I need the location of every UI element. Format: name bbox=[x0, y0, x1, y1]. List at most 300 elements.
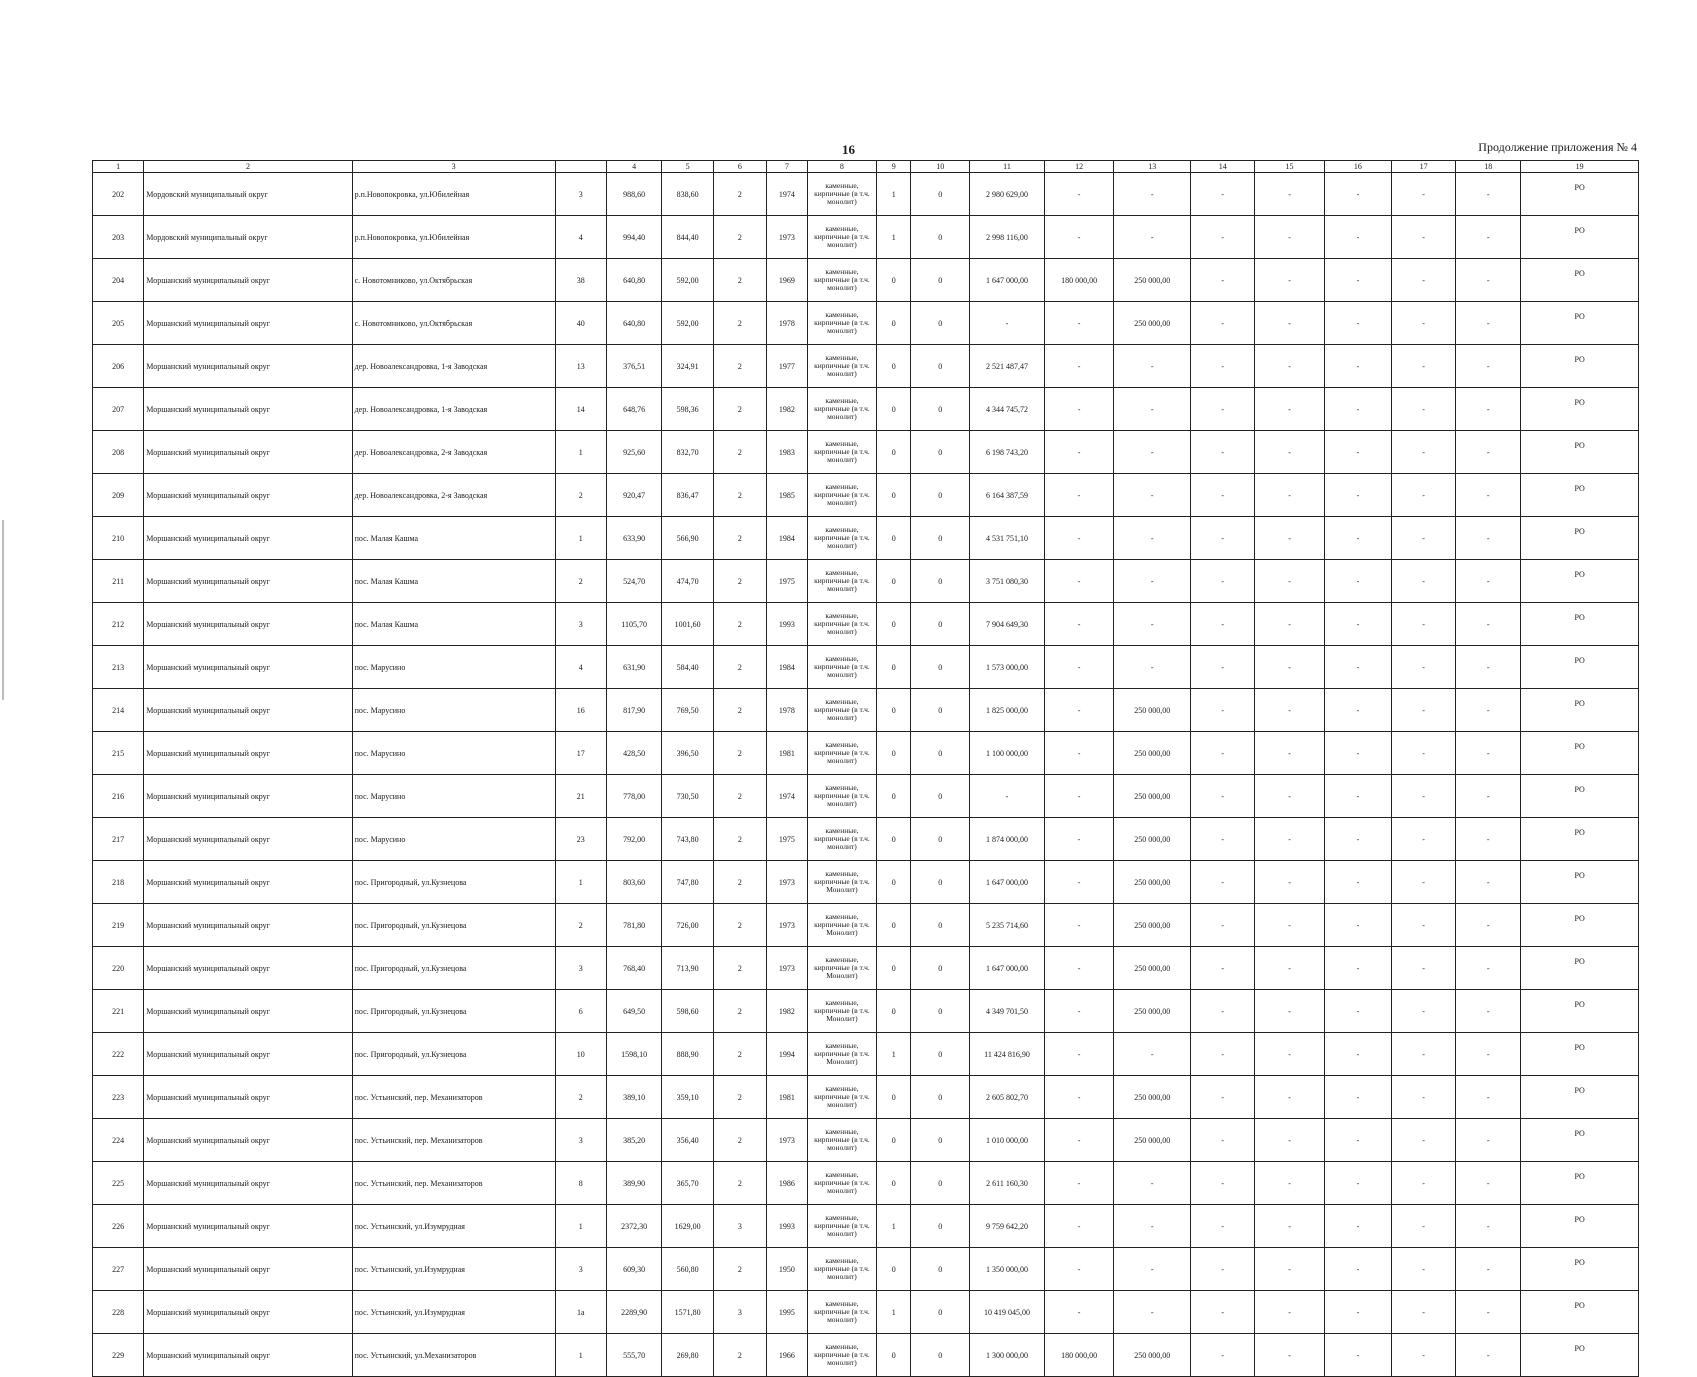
col-11-amount: 7 904 649,30 bbox=[970, 603, 1045, 646]
funding-method: РО bbox=[1521, 947, 1639, 990]
table-row bbox=[93, 1162, 1639, 1205]
floors: 3 bbox=[713, 1205, 766, 1248]
col-15-value: - bbox=[1255, 818, 1324, 861]
col-11-amount: 4 531 751,10 bbox=[970, 517, 1045, 560]
col-17-value: - bbox=[1392, 216, 1456, 259]
wall-material: каменные, кирпичные (в т.ч. монолит) bbox=[807, 388, 876, 431]
col-18-value: - bbox=[1456, 259, 1521, 302]
col-9-value: 0 bbox=[877, 818, 911, 861]
total-area: 988,60 bbox=[606, 173, 662, 216]
living-area: 598,60 bbox=[662, 990, 713, 1033]
col-15-value: - bbox=[1255, 603, 1324, 646]
col-10-value: 0 bbox=[911, 947, 970, 990]
table-row bbox=[93, 431, 1639, 474]
col-15-value: - bbox=[1255, 904, 1324, 947]
col-14-value: - bbox=[1191, 216, 1255, 259]
col-17-value: - bbox=[1392, 1334, 1456, 1377]
col-11-amount: 3 751 080,30 bbox=[970, 560, 1045, 603]
col-12-amount: - bbox=[1044, 689, 1113, 732]
floors: 2 bbox=[713, 517, 766, 560]
total-area: 385,20 bbox=[606, 1119, 662, 1162]
col-14-value: - bbox=[1191, 1162, 1255, 1205]
col-18-value: - bbox=[1456, 345, 1521, 388]
row-number: 216 bbox=[93, 775, 144, 818]
wall-material: каменные, кирпичные (в т.ч. Монолит) bbox=[807, 990, 876, 1033]
district-name: Моршанский муниципальный округ bbox=[144, 732, 352, 775]
total-area: 376,51 bbox=[606, 345, 662, 388]
year-built: 1973 bbox=[767, 216, 808, 259]
address: пос. Устьинский, ул.Изумрудная bbox=[352, 1291, 555, 1334]
column-header-15: 15 bbox=[1255, 161, 1324, 173]
total-area: 389,90 bbox=[606, 1162, 662, 1205]
living-area: 474,70 bbox=[662, 560, 713, 603]
col-12-amount: - bbox=[1044, 646, 1113, 689]
col-9-value: 1 bbox=[877, 173, 911, 216]
total-area: 803,60 bbox=[606, 861, 662, 904]
col-11-amount: 6 164 387,59 bbox=[970, 474, 1045, 517]
table-row bbox=[93, 646, 1639, 689]
year-built: 1984 bbox=[767, 517, 808, 560]
col-11-amount: 2 980 629,00 bbox=[970, 173, 1045, 216]
col-18-value: - bbox=[1456, 388, 1521, 431]
address: пос. Малая Кашма bbox=[352, 560, 555, 603]
wall-material: каменные, кирпичные (в т.ч. монолит) bbox=[807, 1291, 876, 1334]
total-area: 2372,30 bbox=[606, 1205, 662, 1248]
col-9-value: 0 bbox=[877, 474, 911, 517]
house-number: 1 bbox=[555, 1334, 606, 1377]
col-13-amount: - bbox=[1114, 646, 1191, 689]
house-number: 3 bbox=[555, 947, 606, 990]
col-18-value: - bbox=[1456, 947, 1521, 990]
living-area: 365,70 bbox=[662, 1162, 713, 1205]
col-9-value: 0 bbox=[877, 259, 911, 302]
col-16-value: - bbox=[1324, 904, 1391, 947]
col-12-amount: - bbox=[1044, 818, 1113, 861]
page-number: 16 bbox=[842, 142, 855, 157]
col-11-amount: 5 235 714,60 bbox=[970, 904, 1045, 947]
col-16-value: - bbox=[1324, 259, 1391, 302]
house-number: 21 bbox=[555, 775, 606, 818]
col-11-amount: 10 419 045,00 bbox=[970, 1291, 1045, 1334]
col-10-value: 0 bbox=[911, 1205, 970, 1248]
col-11-amount: 1 825 000,00 bbox=[970, 689, 1045, 732]
col-10-value: 0 bbox=[911, 560, 970, 603]
address: пос. Устьинский, пер. Механизаторов bbox=[352, 1076, 555, 1119]
address: пос. Марусино bbox=[352, 775, 555, 818]
wall-material: каменные, кирпичные (в т.ч. монолит) bbox=[807, 732, 876, 775]
wall-material: каменные, кирпичные (в т.ч. монолит) bbox=[807, 1248, 876, 1291]
col-14-value: - bbox=[1191, 646, 1255, 689]
district-name: Моршанский муниципальный округ bbox=[144, 947, 352, 990]
col-14-value: - bbox=[1191, 861, 1255, 904]
col-9-value: 1 bbox=[877, 1205, 911, 1248]
floors: 2 bbox=[713, 732, 766, 775]
col-9-value: 0 bbox=[877, 1162, 911, 1205]
house-number: 6 bbox=[555, 990, 606, 1033]
col-18-value: - bbox=[1456, 1334, 1521, 1377]
district-name: Моршанский муниципальный округ bbox=[144, 990, 352, 1033]
col-14-value: - bbox=[1191, 990, 1255, 1033]
col-13-amount: - bbox=[1114, 345, 1191, 388]
col-16-value: - bbox=[1324, 474, 1391, 517]
year-built: 1975 bbox=[767, 560, 808, 603]
living-area: 743,80 bbox=[662, 818, 713, 861]
col-9-value: 1 bbox=[877, 1291, 911, 1334]
year-built: 1973 bbox=[767, 947, 808, 990]
district-name: Моршанский муниципальный округ bbox=[144, 646, 352, 689]
col-11-amount: 2 605 802,70 bbox=[970, 1076, 1045, 1119]
living-area: 269,80 bbox=[662, 1334, 713, 1377]
floors: 2 bbox=[713, 990, 766, 1033]
col-9-value: 0 bbox=[877, 560, 911, 603]
address: пос. Устьинский, пер. Механизаторов bbox=[352, 1119, 555, 1162]
column-header-5: 5 bbox=[662, 161, 713, 173]
living-area: 356,40 bbox=[662, 1119, 713, 1162]
col-15-value: - bbox=[1255, 259, 1324, 302]
column-header-3 bbox=[555, 161, 606, 173]
col-17-value: - bbox=[1392, 517, 1456, 560]
col-11-amount: 2 611 160,30 bbox=[970, 1162, 1045, 1205]
living-area: 888,90 bbox=[662, 1033, 713, 1076]
col-16-value: - bbox=[1324, 603, 1391, 646]
living-area: 747,80 bbox=[662, 861, 713, 904]
col-17-value: - bbox=[1392, 1291, 1456, 1334]
col-13-amount: 250 000,00 bbox=[1114, 904, 1191, 947]
col-16-value: - bbox=[1324, 560, 1391, 603]
funding-method: РО bbox=[1521, 775, 1639, 818]
total-area: 640,80 bbox=[606, 302, 662, 345]
address: пос. Пригородный, ул.Кузнецова bbox=[352, 947, 555, 990]
col-18-value: - bbox=[1456, 560, 1521, 603]
total-area: 1105,70 bbox=[606, 603, 662, 646]
col-9-value: 0 bbox=[877, 861, 911, 904]
col-16-value: - bbox=[1324, 173, 1391, 216]
col-15-value: - bbox=[1255, 1334, 1324, 1377]
col-17-value: - bbox=[1392, 431, 1456, 474]
row-number: 217 bbox=[93, 818, 144, 861]
col-14-value: - bbox=[1191, 388, 1255, 431]
col-10-value: 0 bbox=[911, 646, 970, 689]
col-11-amount: - bbox=[970, 775, 1045, 818]
column-header-9: 9 bbox=[877, 161, 911, 173]
row-number: 211 bbox=[93, 560, 144, 603]
col-13-amount: - bbox=[1114, 1162, 1191, 1205]
col-13-amount: 250 000,00 bbox=[1114, 1334, 1191, 1377]
floors: 2 bbox=[713, 646, 766, 689]
wall-material: каменные, кирпичные (в т.ч. монолит) bbox=[807, 646, 876, 689]
col-14-value: - bbox=[1191, 775, 1255, 818]
funding-method: РО bbox=[1521, 1291, 1639, 1334]
col-11-amount: 1 874 000,00 bbox=[970, 818, 1045, 861]
funding-method: РО bbox=[1521, 1033, 1639, 1076]
floors: 2 bbox=[713, 302, 766, 345]
house-number: 10 bbox=[555, 1033, 606, 1076]
row-number: 214 bbox=[93, 689, 144, 732]
living-area: 726,00 bbox=[662, 904, 713, 947]
house-number: 1а bbox=[555, 1291, 606, 1334]
floors: 2 bbox=[713, 345, 766, 388]
floors: 2 bbox=[713, 904, 766, 947]
col-9-value: 0 bbox=[877, 1334, 911, 1377]
col-11-amount: 11 424 816,90 bbox=[970, 1033, 1045, 1076]
funding-method: РО bbox=[1521, 646, 1639, 689]
col-14-value: - bbox=[1191, 603, 1255, 646]
col-15-value: - bbox=[1255, 173, 1324, 216]
house-number: 17 bbox=[555, 732, 606, 775]
col-12-amount: - bbox=[1044, 173, 1113, 216]
year-built: 1994 bbox=[767, 1033, 808, 1076]
row-number: 229 bbox=[93, 1334, 144, 1377]
col-13-amount: 250 000,00 bbox=[1114, 947, 1191, 990]
row-number: 228 bbox=[93, 1291, 144, 1334]
col-9-value: 0 bbox=[877, 775, 911, 818]
wall-material: каменные, кирпичные (в т.ч. монолит) bbox=[807, 259, 876, 302]
col-15-value: - bbox=[1255, 646, 1324, 689]
col-18-value: - bbox=[1456, 689, 1521, 732]
floors: 2 bbox=[713, 775, 766, 818]
column-header-19: 19 bbox=[1521, 161, 1639, 173]
funding-method: РО bbox=[1521, 517, 1639, 560]
living-area: 584,40 bbox=[662, 646, 713, 689]
col-15-value: - bbox=[1255, 861, 1324, 904]
house-number: 2 bbox=[555, 560, 606, 603]
col-12-amount: - bbox=[1044, 388, 1113, 431]
col-12-amount: - bbox=[1044, 474, 1113, 517]
row-number: 205 bbox=[93, 302, 144, 345]
col-13-amount: 250 000,00 bbox=[1114, 302, 1191, 345]
col-10-value: 0 bbox=[911, 861, 970, 904]
total-area: 994,40 bbox=[606, 216, 662, 259]
col-16-value: - bbox=[1324, 646, 1391, 689]
year-built: 1974 bbox=[767, 775, 808, 818]
col-11-amount: 6 198 743,20 bbox=[970, 431, 1045, 474]
col-16-value: - bbox=[1324, 302, 1391, 345]
col-18-value: - bbox=[1456, 861, 1521, 904]
funding-method: РО bbox=[1521, 818, 1639, 861]
col-10-value: 0 bbox=[911, 1119, 970, 1162]
col-10-value: 0 bbox=[911, 990, 970, 1033]
district-name: Моршанский муниципальный округ bbox=[144, 1334, 352, 1377]
house-number: 4 bbox=[555, 216, 606, 259]
wall-material: каменные, кирпичные (в т.ч. Монолит) bbox=[807, 904, 876, 947]
district-name: Моршанский муниципальный округ bbox=[144, 1205, 352, 1248]
house-number: 3 bbox=[555, 1119, 606, 1162]
col-13-amount: 250 000,00 bbox=[1114, 861, 1191, 904]
col-13-amount: - bbox=[1114, 1248, 1191, 1291]
district-name: Моршанский муниципальный округ bbox=[144, 345, 352, 388]
column-header-14: 14 bbox=[1191, 161, 1255, 173]
living-area: 838,60 bbox=[662, 173, 713, 216]
address: пос. Пригородный, ул.Кузнецова bbox=[352, 861, 555, 904]
district-name: Моршанский муниципальный округ bbox=[144, 1033, 352, 1076]
col-10-value: 0 bbox=[911, 173, 970, 216]
house-number: 23 bbox=[555, 818, 606, 861]
district-name: Моршанский муниципальный округ bbox=[144, 474, 352, 517]
address: пос. Малая Кашма bbox=[352, 517, 555, 560]
col-10-value: 0 bbox=[911, 1248, 970, 1291]
table-row bbox=[93, 732, 1639, 775]
living-area: 836,47 bbox=[662, 474, 713, 517]
col-12-amount: - bbox=[1044, 603, 1113, 646]
col-9-value: 0 bbox=[877, 388, 911, 431]
funding-method: РО bbox=[1521, 388, 1639, 431]
total-area: 778,00 bbox=[606, 775, 662, 818]
col-18-value: - bbox=[1456, 1248, 1521, 1291]
house-number: 3 bbox=[555, 603, 606, 646]
row-number: 220 bbox=[93, 947, 144, 990]
table-row bbox=[93, 861, 1639, 904]
col-13-amount: - bbox=[1114, 431, 1191, 474]
district-name: Моршанский муниципальный округ bbox=[144, 1119, 352, 1162]
total-area: 631,90 bbox=[606, 646, 662, 689]
col-12-amount: - bbox=[1044, 1291, 1113, 1334]
house-number: 2 bbox=[555, 474, 606, 517]
row-number: 222 bbox=[93, 1033, 144, 1076]
col-10-value: 0 bbox=[911, 818, 970, 861]
col-12-amount: - bbox=[1044, 1119, 1113, 1162]
appendix-continuation-note: Продолжение приложения № 4 bbox=[1478, 140, 1637, 154]
col-13-amount: - bbox=[1114, 517, 1191, 560]
total-area: 1598,10 bbox=[606, 1033, 662, 1076]
floors: 2 bbox=[713, 689, 766, 732]
col-10-value: 0 bbox=[911, 732, 970, 775]
col-15-value: - bbox=[1255, 388, 1324, 431]
total-area: 817,90 bbox=[606, 689, 662, 732]
year-built: 1985 bbox=[767, 474, 808, 517]
address: пос. Устьинский, пер. Механизаторов bbox=[352, 1162, 555, 1205]
col-9-value: 0 bbox=[877, 904, 911, 947]
col-11-amount: 9 759 642,20 bbox=[970, 1205, 1045, 1248]
col-13-amount: - bbox=[1114, 603, 1191, 646]
living-area: 598,36 bbox=[662, 388, 713, 431]
col-17-value: - bbox=[1392, 388, 1456, 431]
col-18-value: - bbox=[1456, 1291, 1521, 1334]
col-12-amount: - bbox=[1044, 345, 1113, 388]
year-built: 1995 bbox=[767, 1291, 808, 1334]
row-number: 212 bbox=[93, 603, 144, 646]
funding-method: РО bbox=[1521, 603, 1639, 646]
district-name: Моршанский муниципальный округ bbox=[144, 388, 352, 431]
col-11-amount: 1 647 000,00 bbox=[970, 861, 1045, 904]
total-area: 609,30 bbox=[606, 1248, 662, 1291]
col-18-value: - bbox=[1456, 216, 1521, 259]
col-15-value: - bbox=[1255, 732, 1324, 775]
column-header-0: 1 bbox=[93, 161, 144, 173]
total-area: 428,50 bbox=[606, 732, 662, 775]
col-14-value: - bbox=[1191, 1205, 1255, 1248]
scan-edge-mark bbox=[2, 520, 4, 700]
col-15-value: - bbox=[1255, 689, 1324, 732]
col-15-value: - bbox=[1255, 302, 1324, 345]
address: пос. Пригородный, ул.Кузнецова bbox=[352, 1033, 555, 1076]
col-17-value: - bbox=[1392, 560, 1456, 603]
col-10-value: 0 bbox=[911, 1162, 970, 1205]
column-header-10: 10 bbox=[911, 161, 970, 173]
col-18-value: - bbox=[1456, 1205, 1521, 1248]
floors: 2 bbox=[713, 1076, 766, 1119]
wall-material: каменные, кирпичные (в т.ч. монолит) bbox=[807, 1205, 876, 1248]
address: пос. Пригородный, ул.Кузнецова bbox=[352, 990, 555, 1033]
column-header-11: 11 bbox=[970, 161, 1045, 173]
funding-method: РО bbox=[1521, 474, 1639, 517]
col-9-value: 1 bbox=[877, 1033, 911, 1076]
col-10-value: 0 bbox=[911, 689, 970, 732]
col-14-value: - bbox=[1191, 173, 1255, 216]
wall-material: каменные, кирпичные (в т.ч. монолит) bbox=[807, 818, 876, 861]
wall-material: каменные, кирпичные (в т.ч. монолит) bbox=[807, 1076, 876, 1119]
living-area: 592,00 bbox=[662, 259, 713, 302]
col-12-amount: - bbox=[1044, 560, 1113, 603]
house-number: 1 bbox=[555, 431, 606, 474]
row-number: 218 bbox=[93, 861, 144, 904]
col-10-value: 0 bbox=[911, 1334, 970, 1377]
district-name: Мордовский муниципальный округ bbox=[144, 216, 352, 259]
wall-material: каменные, кирпичные (в т.ч. монолит) bbox=[807, 216, 876, 259]
funding-method: РО bbox=[1521, 689, 1639, 732]
col-10-value: 0 bbox=[911, 904, 970, 947]
col-11-amount: 1 350 000,00 bbox=[970, 1248, 1045, 1291]
col-11-amount: 1 100 000,00 bbox=[970, 732, 1045, 775]
col-17-value: - bbox=[1392, 1119, 1456, 1162]
living-area: 566,90 bbox=[662, 517, 713, 560]
district-name: Моршанский муниципальный округ bbox=[144, 259, 352, 302]
table-row bbox=[93, 173, 1639, 216]
year-built: 1978 bbox=[767, 689, 808, 732]
col-17-value: - bbox=[1392, 990, 1456, 1033]
col-11-amount: 2 998 116,00 bbox=[970, 216, 1045, 259]
address: пос. Марусино bbox=[352, 646, 555, 689]
col-17-value: - bbox=[1392, 818, 1456, 861]
col-16-value: - bbox=[1324, 689, 1391, 732]
address: р.п.Новопокровка, ул.Юбилейная bbox=[352, 173, 555, 216]
house-number: 1 bbox=[555, 517, 606, 560]
column-header-2: 3 bbox=[352, 161, 555, 173]
table-row bbox=[93, 1205, 1639, 1248]
col-15-value: - bbox=[1255, 1076, 1324, 1119]
funding-method: РО bbox=[1521, 732, 1639, 775]
col-16-value: - bbox=[1324, 1205, 1391, 1248]
funding-method: РО bbox=[1521, 1076, 1639, 1119]
total-area: 633,90 bbox=[606, 517, 662, 560]
col-16-value: - bbox=[1324, 1119, 1391, 1162]
district-name: Моршанский муниципальный округ bbox=[144, 1162, 352, 1205]
col-14-value: - bbox=[1191, 818, 1255, 861]
address: пос. Марусино bbox=[352, 818, 555, 861]
year-built: 1973 bbox=[767, 904, 808, 947]
house-number: 1 bbox=[555, 861, 606, 904]
table-row bbox=[93, 1119, 1639, 1162]
col-15-value: - bbox=[1255, 990, 1324, 1033]
col-10-value: 0 bbox=[911, 1291, 970, 1334]
table-row bbox=[93, 990, 1639, 1033]
col-15-value: - bbox=[1255, 1162, 1324, 1205]
col-10-value: 0 bbox=[911, 216, 970, 259]
col-12-amount: - bbox=[1044, 904, 1113, 947]
col-15-value: - bbox=[1255, 560, 1324, 603]
col-16-value: - bbox=[1324, 732, 1391, 775]
address: пос. Устьинский, ул.Изумрудная bbox=[352, 1248, 555, 1291]
col-12-amount: - bbox=[1044, 1076, 1113, 1119]
col-16-value: - bbox=[1324, 388, 1391, 431]
col-10-value: 0 bbox=[911, 431, 970, 474]
row-number: 207 bbox=[93, 388, 144, 431]
col-17-value: - bbox=[1392, 861, 1456, 904]
floors: 2 bbox=[713, 861, 766, 904]
col-16-value: - bbox=[1324, 990, 1391, 1033]
col-17-value: - bbox=[1392, 947, 1456, 990]
col-18-value: - bbox=[1456, 173, 1521, 216]
col-14-value: - bbox=[1191, 517, 1255, 560]
